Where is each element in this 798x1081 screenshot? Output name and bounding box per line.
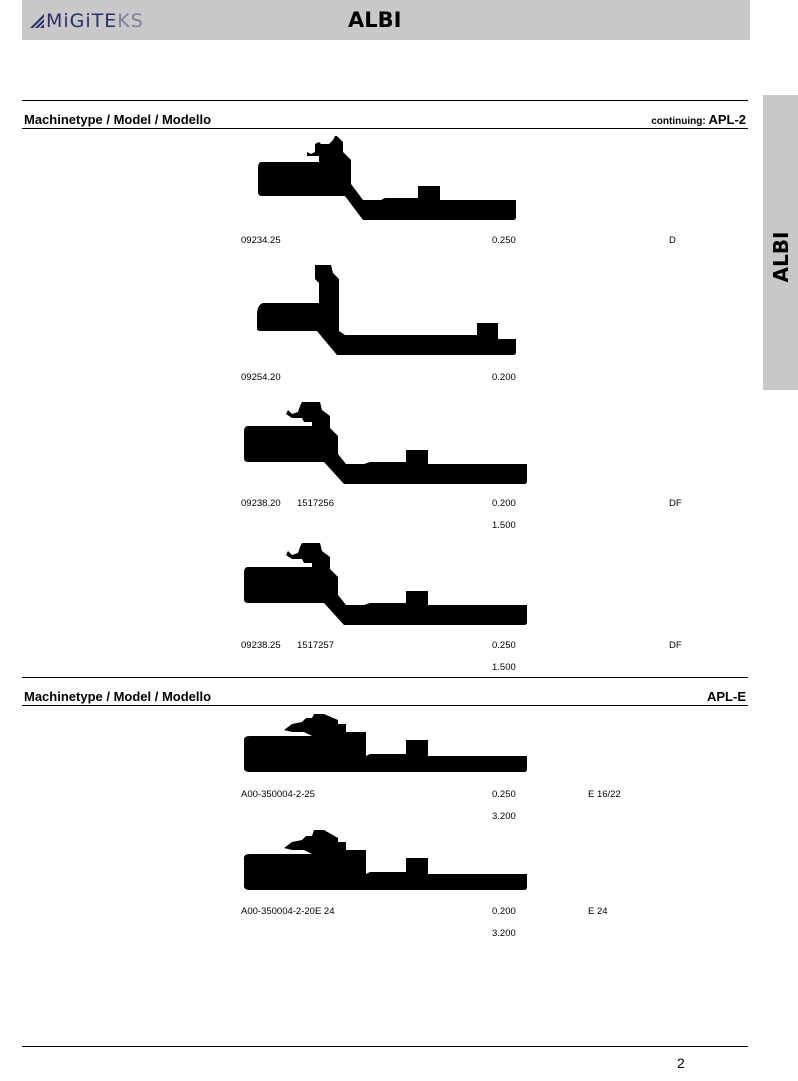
thickness-value: 0.250 [492,640,516,651]
section-rule-top [22,100,748,101]
knife-profile-icon [255,263,517,358]
secondary-value: 3.200 [492,811,516,822]
part-number: 09254.20 [241,372,281,383]
footer-rule [22,1046,748,1047]
logo-stripes-icon [30,14,44,28]
page-number: 2 [677,1055,685,1071]
section-model: continuing: APL-2 [651,112,746,127]
type-code: E 16/22 [588,789,621,800]
secondary-value: 3.200 [492,928,516,939]
type-code: E 24 [588,906,608,917]
part-number: A00-350004-2-25 [241,789,315,800]
thickness-value: 0.200 [492,372,516,383]
thickness-value: 0.200 [492,906,516,917]
section-title: Machinetype / Model / Modello [24,112,212,127]
part-number: A00-350004-2-20E 24 [241,906,335,917]
section-model: APL-E [707,689,746,704]
knife-profile-icon [242,541,528,627]
reference-number: 1517256 [297,498,334,509]
thickness-value: 0.200 [492,498,516,509]
secondary-value: 1.500 [492,520,516,531]
knife-profile-icon [242,710,528,774]
side-tab-label: ALBI [769,231,793,283]
company-logo [30,8,144,34]
section-rule-top [22,677,748,678]
section-rule-bottom [22,705,748,706]
thickness-value: 0.250 [492,235,516,246]
part-number: 09234.25 [241,235,281,246]
knife-profile-icon [242,400,528,486]
type-code: DF [669,498,682,509]
knife-profile-icon [242,826,528,892]
part-number: 09238.20 [241,498,281,509]
part-number: 09238.25 [241,640,281,651]
section-title: Machinetype / Model / Modello [24,689,212,704]
thickness-value: 0.250 [492,789,516,800]
brand-title: ALBI [348,8,402,32]
secondary-value: 1.500 [492,662,516,673]
type-code: DF [669,640,682,651]
section-rule-bottom [22,128,748,129]
logo-text: MiGiTEKS [46,10,144,32]
type-code: D [669,235,676,246]
reference-number: 1517257 [297,640,334,651]
knife-profile-icon [255,134,517,222]
